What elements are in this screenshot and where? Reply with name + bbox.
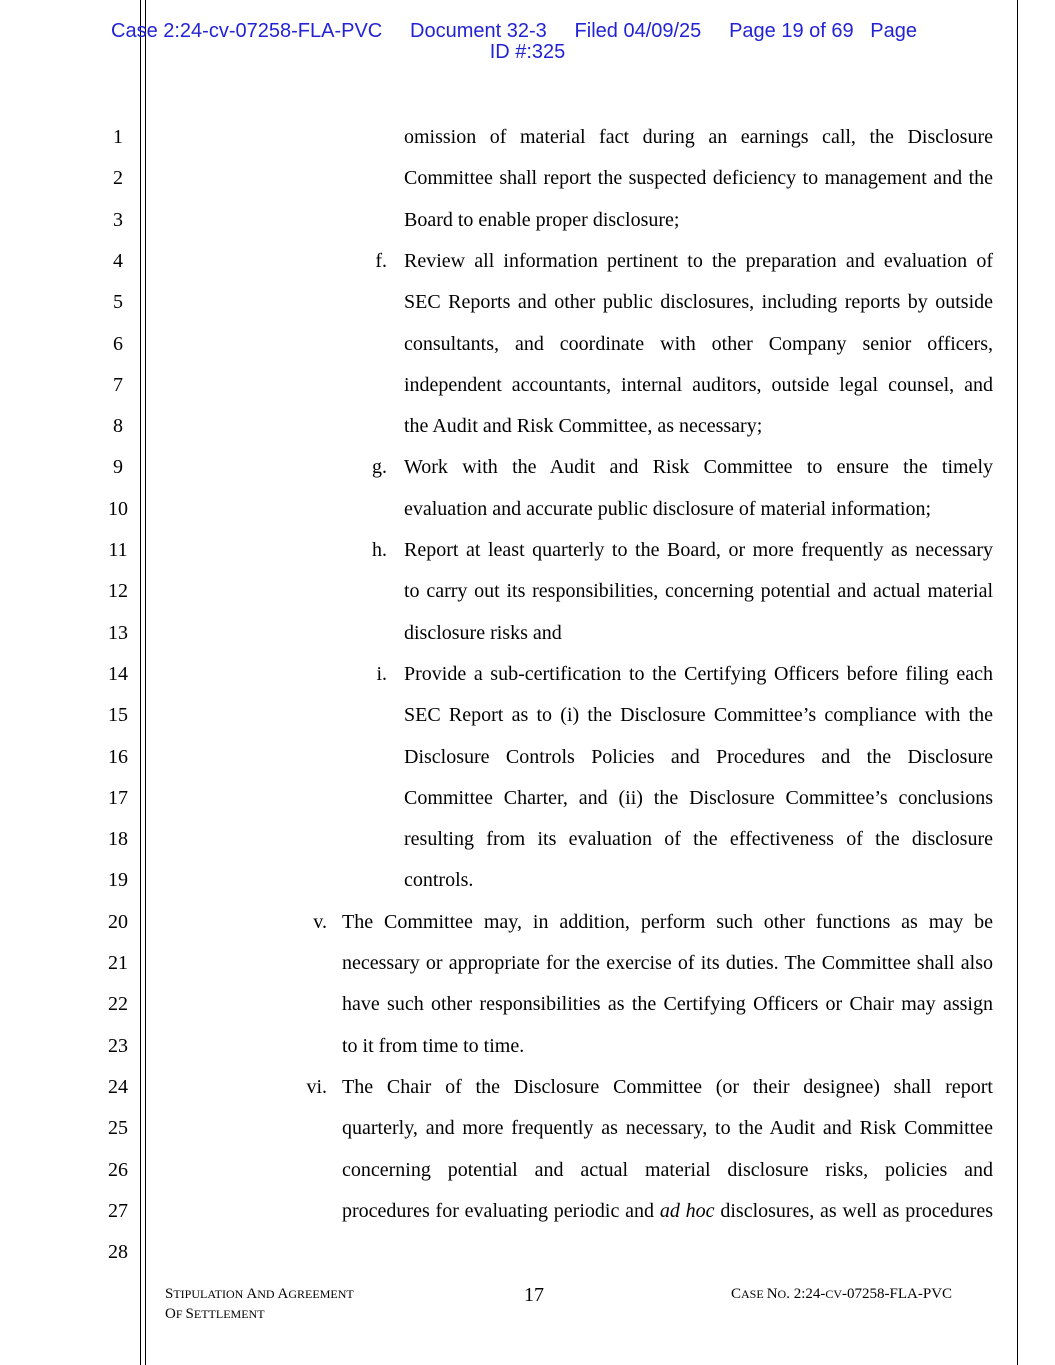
- paragraph-line: Disclosure Controls Policies and Procedures and the Disclosure: [404, 746, 993, 768]
- line-number: 12: [108, 580, 128, 602]
- line-number: 20: [108, 911, 128, 933]
- paragraph-line: the Audit and Risk Committee, as necessary;: [404, 415, 763, 437]
- paragraph-line: Work with the Audit and Risk Committee to ensure the timely: [404, 456, 993, 478]
- small-caps-run: S: [165, 1286, 174, 1302]
- paragraph-line: resulting from its evaluation of the effectiveness of the disclosure: [404, 828, 993, 850]
- line-number: 15: [108, 704, 128, 726]
- italic-text-run: ad hoc: [659, 1200, 715, 1222]
- paragraph-line: Committee shall report the suspected deficiency to management and the: [404, 167, 993, 189]
- small-caps-run: O: [777, 1287, 787, 1301]
- small-caps-run: F: [175, 1307, 186, 1321]
- list-marker: v.: [313, 911, 327, 933]
- paragraph-line: to carry out its responsibilities, concerning potential and actual material: [404, 580, 993, 602]
- line-number: 11: [108, 539, 128, 561]
- small-caps-run: -07258-FLA-PVC: [842, 1286, 953, 1302]
- paragraph-line: SEC Reports and other public disclosures, including reports by outside: [404, 291, 993, 313]
- small-caps-run: N: [766, 1286, 778, 1302]
- text-run: procedures for evaluating periodic and: [342, 1200, 660, 1222]
- line-number: 8: [113, 415, 123, 437]
- page-number: 17: [524, 1284, 544, 1306]
- line-number: 5: [113, 291, 123, 313]
- paragraph-line: independent accountants, internal auditors, outside legal counsel, and: [404, 374, 993, 396]
- small-caps-run: ND: [257, 1287, 278, 1301]
- line-number: 27: [108, 1200, 128, 1222]
- small-caps-run: TIPULATION: [173, 1287, 247, 1301]
- paragraph-line: The Chair of the Disclosure Committee (or their designee) shall report: [342, 1076, 993, 1098]
- line-number: 17: [108, 787, 128, 809]
- filing-header-line2: ID #:325: [489, 41, 566, 63]
- line-number: 1: [113, 126, 123, 148]
- list-marker: h.: [372, 539, 387, 561]
- small-caps-run: GREEMENT: [288, 1287, 354, 1301]
- line-number: 13: [108, 622, 128, 644]
- paragraph-line: SEC Report as to (i) the Disclosure Committee’s compliance with the: [404, 704, 993, 726]
- line-number: 7: [113, 374, 123, 396]
- list-marker: g.: [372, 456, 387, 478]
- paragraph-line: concerning potential and actual material disclosure risks, policies and: [342, 1159, 993, 1181]
- footer-case-number: [731, 1284, 952, 1304]
- paragraph-line: Board to enable proper disclosure;: [404, 209, 680, 231]
- list-marker: i.: [376, 663, 387, 685]
- paragraph-line: [342, 1200, 993, 1222]
- list-marker: f.: [375, 250, 387, 272]
- line-number: 21: [108, 952, 128, 974]
- left-margin-rule-outer: [140, 0, 141, 1365]
- line-number: 3: [113, 209, 123, 231]
- text-run: disclosures, as well as procedures: [714, 1200, 993, 1222]
- line-number: 14: [108, 663, 128, 685]
- paragraph-line: consultants, and coordinate with other Company senior officers,: [404, 333, 993, 355]
- footer-title-line2: [165, 1304, 354, 1324]
- line-number: 16: [108, 746, 128, 768]
- paragraph-line: quarterly, and more frequently as necessary, to the Audit and Risk Committee: [342, 1117, 993, 1139]
- paragraph-line: omission of material fact during an earnings call, the Disclosure: [404, 126, 993, 148]
- paragraph-line: disclosure risks and: [404, 622, 562, 644]
- small-caps-run: S: [185, 1306, 194, 1322]
- line-number: 6: [113, 333, 123, 355]
- small-caps-run: ETTLEMENT: [193, 1307, 265, 1321]
- line-number: 24: [108, 1076, 128, 1098]
- paragraph-line: Report at least quarterly to the Board, or more frequently as necessary: [404, 539, 993, 561]
- small-caps-run: A: [246, 1286, 258, 1302]
- paragraph-line: The Committee may, in addition, perform such other functions as may be: [342, 911, 993, 933]
- right-margin-rule: [1017, 0, 1018, 1365]
- line-number: 26: [108, 1159, 128, 1181]
- left-margin-rule-inner: [145, 0, 146, 1365]
- line-number: 19: [108, 869, 128, 891]
- line-number: 2: [113, 167, 123, 189]
- small-caps-run: . 2:24-: [786, 1286, 826, 1302]
- line-number: 25: [108, 1117, 128, 1139]
- paragraph-line: Committee Charter, and (ii) the Disclosure Committee’s conclusions: [404, 787, 993, 809]
- line-number: 28: [108, 1241, 128, 1263]
- paragraph-line: Review all information pertinent to the preparation and evaluation of: [404, 250, 993, 272]
- small-caps-run: CV: [825, 1287, 843, 1301]
- paragraph-line: controls.: [404, 869, 474, 891]
- line-number: 22: [108, 993, 128, 1015]
- line-number: 4: [113, 250, 123, 272]
- filing-header-line1: Case 2:24-cv-07258-FLA-PVC Document 32-3 Filed 04/09/25 Page 19 of 69 Page: [111, 20, 918, 42]
- small-caps-run: O: [165, 1306, 176, 1322]
- small-caps-run: C: [731, 1286, 742, 1302]
- list-marker: vi.: [306, 1076, 327, 1098]
- small-caps-run: A: [277, 1286, 289, 1302]
- paragraph-line: to it from time to time.: [342, 1035, 525, 1057]
- line-number: 10: [108, 498, 128, 520]
- paragraph-line: Provide a sub-certification to the Certifying Officers before filing each: [404, 663, 993, 685]
- small-caps-run: ASE: [741, 1287, 767, 1301]
- paragraph-line: have such other responsibilities as the Certifying Officers or Chair may assign: [342, 993, 993, 1015]
- line-number: 9: [113, 456, 123, 478]
- paragraph-line: necessary or appropriate for the exercise of its duties. The Committee shall also: [342, 952, 993, 974]
- line-number: 18: [108, 828, 128, 850]
- paragraph-line: evaluation and accurate public disclosure of material information;: [404, 498, 932, 520]
- line-number: 23: [108, 1035, 128, 1057]
